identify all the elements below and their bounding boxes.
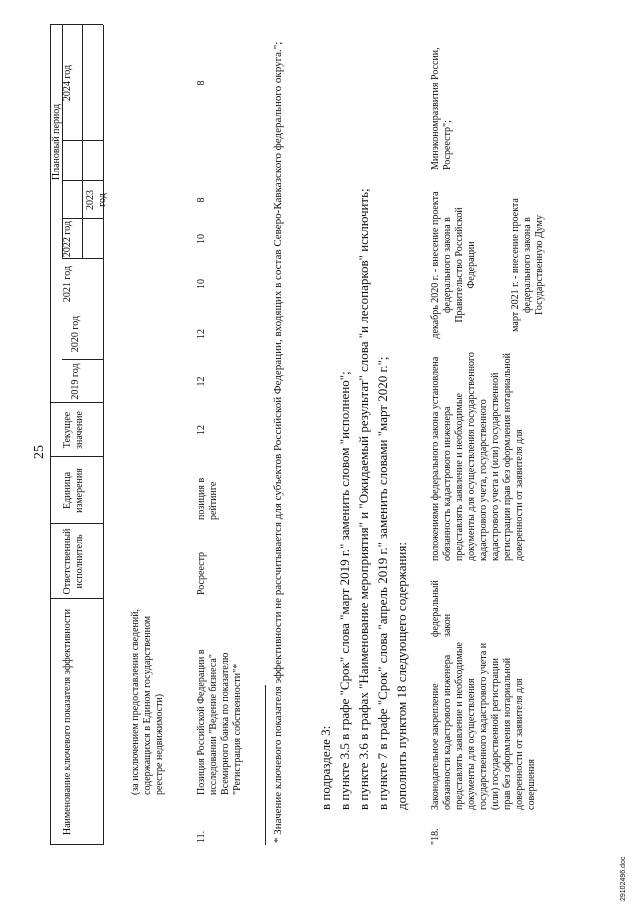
instruction-line: в пункте 3.6 в графах "Наименование мероприятия" и "Ожидаемый результат" слова "и лесопарков" исключить; xyxy=(356,188,371,810)
instruction-line: дополнить пунктом 18 следующего содержания: xyxy=(394,542,409,810)
document-id: 29102496.doc xyxy=(620,856,627,901)
header-unit: Единица измерения xyxy=(62,468,85,513)
instruction-line: в пункте 7 в графе "Срок" слова "апрель 2019 г." заменить словами "март 2020 г."; xyxy=(375,356,390,810)
row-expected-result: положениями федерального закона установлена обязанность кадастрового инженера представлять заявление и необходимые документы для осуществления государственного кадастрового учета, государственного кадастрового учета и (или) государственной регистрации прав без оформления нотариальной доверенности от заявителя для xyxy=(430,352,525,561)
row-value: 12 xyxy=(196,425,207,435)
instruction-line: в пункте 3.5 в графе "Срок" слова "март 2019 г." заменить словом "исполнено"; xyxy=(337,371,352,810)
header-year: 2019 год xyxy=(70,363,81,400)
row-document-type: федеральный закон xyxy=(430,580,453,637)
row-value: 10 xyxy=(196,279,207,289)
row-term: март 2021 г. - внесение проекта федерального закона в Государственную Думу xyxy=(510,198,545,332)
row-term: декабрь 2020 г. - внесение проекта федерального закона в Правительство Российской Федерации xyxy=(430,191,477,339)
row-unit: позиция в рейтинге xyxy=(196,477,219,520)
header-year: 2021 год xyxy=(62,265,73,303)
row-value: 8 xyxy=(196,80,207,86)
row-value: 8 xyxy=(196,197,207,203)
page-number: 25 xyxy=(32,445,47,459)
header-year: 2022 год xyxy=(62,220,73,258)
instruction-line: в подразделе 3: xyxy=(318,725,333,810)
row-continuation: (за исключением предоставления сведений, содержащихся в Едином государственном реестре недвижимости) xyxy=(130,608,165,795)
row-name: Законодательное закрепление обязанности кадастрового инженера представлять заявление и необходимые документы для осуществления государственного кадастрового учета и (или) государственной регистрации прав без оформления нотариальной доверенности от заявителя для совершения xyxy=(430,642,537,810)
row-value: 12 xyxy=(196,329,207,339)
header-responsible: Ответственный исполнитель xyxy=(62,528,85,595)
row-value: 10 xyxy=(196,234,207,244)
row-executors: Минэкономразвития России, Росреестр"; xyxy=(430,47,453,170)
header-year: 2023 год xyxy=(85,190,108,210)
footnote: * Значение ключевого показателя эффективности не рассчитывается для субъектов Российской Федерации, входящих в состав Северо-Кавказского федерального округа."; xyxy=(272,41,284,843)
header-year: 2020 год xyxy=(70,315,81,353)
header-name: Наименование ключевого показателя эффективности xyxy=(62,608,73,836)
row-number: 11. xyxy=(196,830,207,843)
row-responsible: Росреестр xyxy=(196,551,207,595)
header-current: Текущее значение xyxy=(62,411,85,449)
row-number: "18. xyxy=(430,828,441,845)
header-year: 2024 год xyxy=(62,64,73,102)
row-name: Позиция Российской Федерации в исследовании "Ведение бизнеса" Всемирного банка по показателю "Регистрация собственности"* xyxy=(196,649,243,795)
row-value: 12 xyxy=(196,376,207,387)
header-period: Плановый период xyxy=(51,103,62,181)
